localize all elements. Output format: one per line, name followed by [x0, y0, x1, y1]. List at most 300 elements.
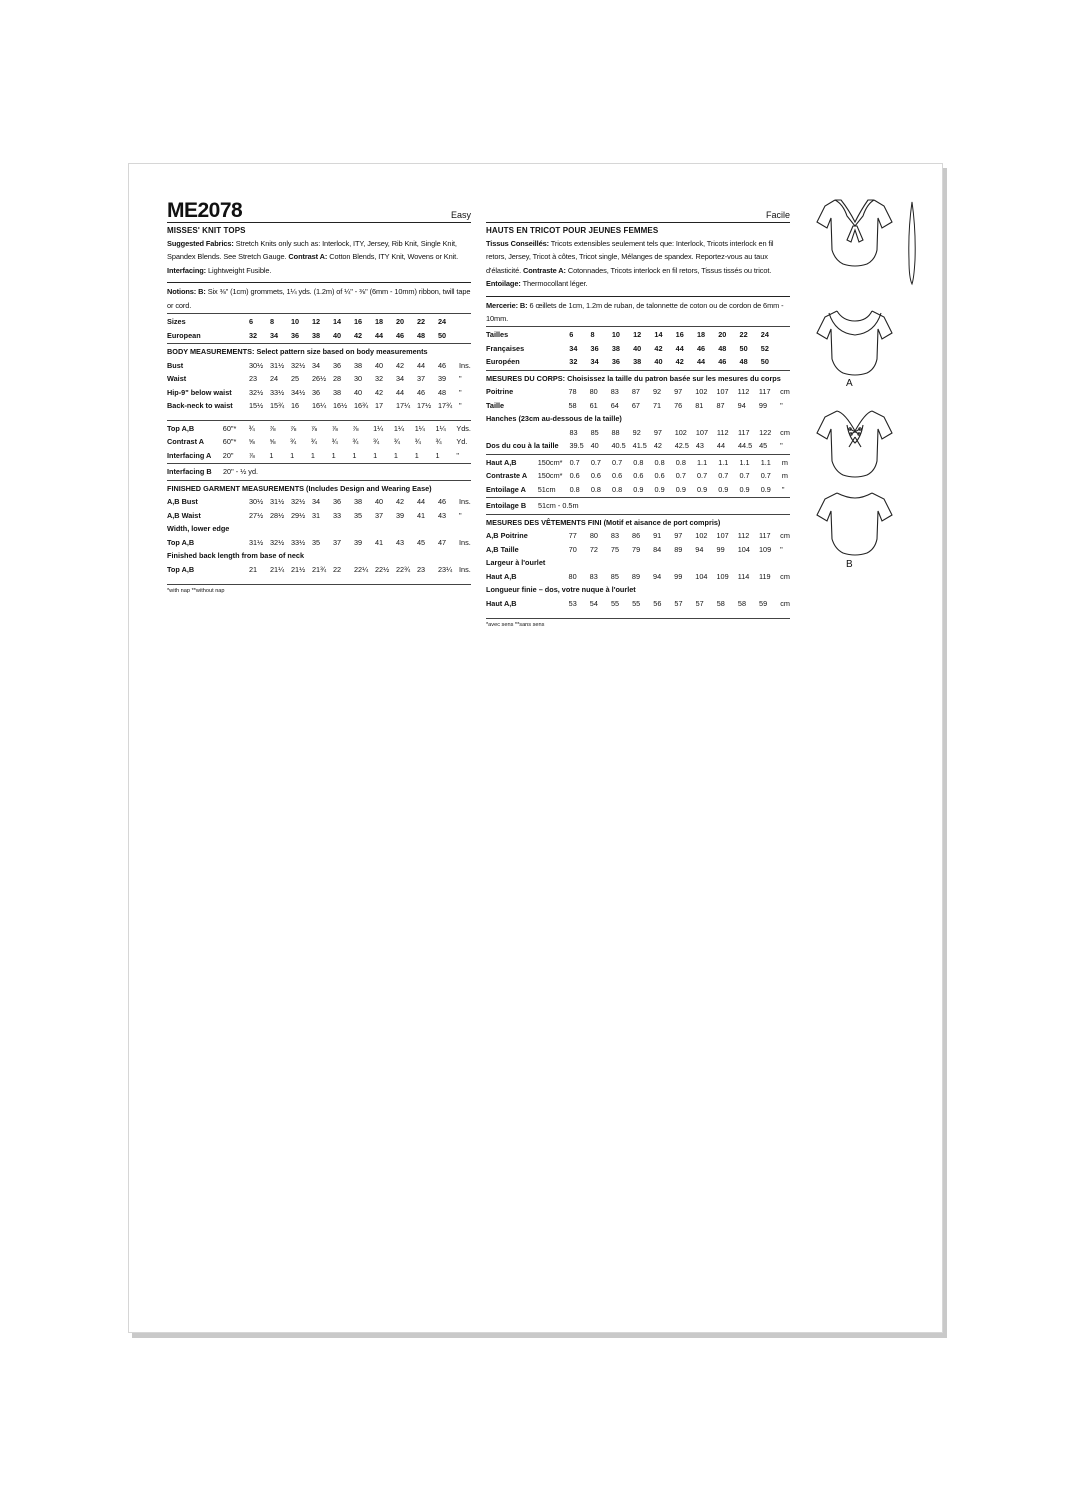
- body-measurements-table: [167, 359, 471, 413]
- table-row: [486, 426, 790, 440]
- table-cell: 94: [737, 400, 746, 410]
- table-cell: 21: [249, 564, 258, 574]
- table-cell: 24: [270, 374, 279, 384]
- table-cell: 92: [632, 427, 641, 437]
- table-cell: 34: [569, 343, 578, 353]
- table-cell: 71: [652, 400, 662, 410]
- table-cell: 12: [312, 317, 321, 327]
- english-column: [167, 200, 471, 594]
- table-cell: 21¾: [312, 564, 327, 574]
- table-cell: 30½: [249, 360, 264, 370]
- table-cell: 85: [610, 571, 619, 581]
- table-cell: 0.8: [675, 457, 686, 467]
- table-cell: 77: [568, 531, 577, 541]
- table-cell: 20: [718, 330, 727, 340]
- table-cell: ¾: [310, 437, 317, 447]
- table-cell: 79: [632, 544, 641, 554]
- table-cell: 1.1: [739, 457, 750, 467]
- row-label: Top A,B: [167, 564, 195, 574]
- table-cell: 46: [417, 387, 426, 397]
- difficulty-level-fr: Facile: [765, 210, 790, 220]
- table-cell: 48: [739, 357, 748, 367]
- width-table-fr: [486, 570, 790, 584]
- sash-tie-icon: [905, 200, 919, 291]
- footnote: *with nap **without nap: [167, 588, 225, 595]
- yardage-table: [167, 422, 471, 463]
- row-label: Dos du cou à la taille: [486, 441, 559, 451]
- table-cell: 109: [758, 544, 772, 554]
- table-cell: 112: [716, 427, 729, 437]
- table-cell: 86: [632, 531, 641, 541]
- table-cell: 16: [291, 401, 300, 411]
- row-label: Interfacing A: [167, 450, 212, 460]
- table-cell: 31½: [249, 537, 264, 547]
- european-row: [167, 329, 471, 343]
- table-cell: 38: [354, 497, 363, 507]
- table-cell: 38: [333, 387, 342, 397]
- row-label: Taille: [486, 400, 505, 410]
- table-cell: 34: [312, 360, 321, 370]
- row-label: Contrast A: [167, 437, 205, 447]
- finished-measurements-table: [167, 495, 471, 522]
- row-label: Haut A,B: [486, 598, 517, 608]
- table-cell: 1: [373, 450, 378, 460]
- table-cell: 0.9: [696, 484, 708, 494]
- table-cell: 38: [354, 360, 363, 370]
- table-cell: 40: [633, 343, 642, 353]
- table-cell: 10: [291, 317, 300, 327]
- table-cell: 20: [396, 317, 405, 327]
- table-cell: 0.6: [590, 471, 601, 481]
- table-cell: 104: [737, 544, 750, 554]
- table-cell: 23: [417, 564, 426, 574]
- table-cell: 50: [438, 330, 447, 340]
- unit-cell: cm: [780, 531, 790, 541]
- table-cell: 1: [310, 450, 315, 460]
- divider: [167, 584, 471, 585]
- table-cell: 0.6: [612, 471, 623, 481]
- table-cell: 67: [631, 400, 640, 410]
- unit-cell: ": [780, 400, 783, 410]
- footnote-fr: *avec sens **sans sens: [486, 622, 545, 629]
- table-cell: 31½: [270, 360, 285, 370]
- unit-cell: ": [459, 374, 462, 384]
- table-row: [486, 399, 790, 413]
- table-cell: ⅞: [269, 423, 276, 433]
- table-cell: 16¼: [312, 401, 327, 411]
- table-cell: 42: [396, 497, 405, 507]
- unit-cell: cm: [780, 598, 790, 608]
- table-cell: 91: [653, 531, 662, 541]
- table-cell: 117: [758, 387, 771, 397]
- table-cell: 83: [610, 387, 619, 397]
- table-cell: 0.7: [696, 471, 708, 481]
- table-cell: 55: [632, 598, 641, 608]
- width-table: [167, 536, 471, 550]
- table-cell: 48: [718, 343, 727, 353]
- table-cell: 70: [568, 544, 577, 554]
- table-cell: 46: [696, 343, 706, 353]
- table-cell: 40: [333, 330, 342, 340]
- table-cell: 37: [333, 537, 342, 547]
- table-cell: 107: [695, 427, 709, 437]
- sizes-row: [167, 315, 471, 329]
- row-label: Bust: [167, 360, 184, 370]
- finished-measurements-title: FINISHED GARMENT MEASUREMENTS (Includes Design and Wearing Ease): [167, 483, 432, 493]
- table-cell: 0.7: [675, 471, 686, 481]
- row-label: Haut A,B: [486, 571, 517, 581]
- fabrics-paragraph-fr: Tissus Conseillés: Tricots extensibles seulement tels que: Interlock, Tricots interlock en fil retors, Jersey, Tricot à côtes, Tricot single, Mélanges de spandex. Reportez-vous au taux d'élasticité. Contraste A: Cotonnades, Tricots interlock en fil retors, Tissus tissés ou tricot. Entoilage: Thermocollant léger.: [486, 239, 774, 289]
- table-cell: 0.8: [654, 457, 665, 467]
- table-row: [167, 509, 471, 523]
- table-row: [167, 359, 471, 373]
- table-cell: 1: [269, 450, 274, 460]
- table-cell: 15½: [249, 401, 264, 411]
- length-title-fr: Longueur finie – dos, votre nuque à l'ourlet: [486, 585, 636, 595]
- unit-cell: Ins.: [459, 537, 471, 547]
- table-cell: ¾: [373, 437, 380, 447]
- unit-cell: cm: [780, 427, 790, 437]
- divider: [167, 343, 471, 344]
- table-cell: 16¾: [354, 401, 369, 411]
- table-cell: 36: [291, 330, 300, 340]
- table-cell: 32½: [291, 497, 306, 507]
- table-row: [167, 422, 471, 436]
- table-cell: 35: [354, 510, 363, 520]
- view-b-label: B: [846, 559, 853, 570]
- table-cell: 0.7: [612, 457, 623, 467]
- unit-cell: Ins.: [459, 564, 471, 574]
- table-cell: 28: [333, 374, 342, 384]
- table-cell: ⅝: [269, 437, 276, 447]
- french-sizes-row: [486, 342, 790, 356]
- row-label: Hip-9" below waist: [167, 387, 232, 397]
- table-cell: 22: [417, 317, 426, 327]
- table-cell: 42.5: [674, 441, 689, 451]
- table-cell: 43: [438, 510, 447, 520]
- table-cell: 56: [653, 598, 662, 608]
- table-cell: 80: [568, 571, 577, 581]
- pattern-title-fr: HAUTS EN TRICOT POUR JEUNES FEMMES: [486, 226, 659, 235]
- table-cell: ⅝: [248, 437, 255, 447]
- table-cell: 122: [759, 427, 772, 437]
- table-cell: 34½: [291, 387, 306, 397]
- table-cell: 0.8: [569, 484, 580, 494]
- interfacing-b-row-fr: Entoilage B 51cm - 0.5m: [486, 501, 579, 511]
- length-table-fr: [486, 597, 790, 611]
- table-cell: 102: [674, 427, 687, 437]
- table-cell: 44.5: [737, 441, 753, 451]
- table-cell: 58: [568, 400, 577, 410]
- table-cell: 109: [716, 571, 729, 581]
- row-label: Françaises: [486, 343, 525, 353]
- table-cell: 30½: [249, 497, 264, 507]
- table-cell: 0.8: [612, 484, 623, 494]
- divider: [486, 454, 790, 455]
- row-label: Entoilage A: [486, 484, 526, 494]
- divider: [486, 370, 790, 371]
- table-cell: 43: [695, 441, 704, 451]
- table-cell: 28½: [270, 510, 285, 520]
- table-cell: 48: [417, 330, 426, 340]
- interfacing-b-row: Interfacing B 20" - ½ yd.: [167, 467, 259, 477]
- table-cell: 0.9: [633, 484, 644, 494]
- table-cell: 94: [653, 571, 662, 581]
- table-cell: ¾: [435, 437, 442, 447]
- divider: [167, 282, 471, 283]
- table-cell: 30: [354, 374, 363, 384]
- fabric-width: 60"*: [222, 423, 237, 433]
- table-cell: 54: [589, 598, 598, 608]
- table-cell: 81: [695, 400, 704, 410]
- table-cell: 35: [312, 537, 321, 547]
- unit-cell: ": [459, 510, 462, 520]
- table-cell: ¾: [290, 437, 297, 447]
- table-cell: 18: [696, 330, 706, 340]
- table-cell: 17: [375, 401, 384, 411]
- table-cell: 23¼: [438, 564, 453, 574]
- table-row: [167, 386, 471, 400]
- french-column: [486, 200, 790, 628]
- row-label: [486, 426, 569, 440]
- table-cell: ¾: [331, 437, 338, 447]
- lace-up-top-front-icon: [813, 407, 899, 486]
- table-cell: 1: [331, 450, 336, 460]
- unit-cell: m: [781, 471, 789, 481]
- table-cell: 38: [611, 343, 620, 353]
- table-cell: 85: [590, 427, 599, 437]
- pattern-sheet: [128, 163, 943, 1333]
- divider: [167, 463, 471, 464]
- table-cell: 29½: [291, 510, 306, 520]
- table-cell: 31: [312, 510, 321, 520]
- table-cell: 1¼: [393, 423, 405, 433]
- divider: [486, 497, 790, 498]
- fabric-width: 20": [222, 450, 234, 460]
- table-cell: 44: [396, 387, 405, 397]
- table-cell: ¾: [414, 437, 421, 447]
- view-a-label: A: [846, 378, 853, 389]
- table-cell: 107: [716, 387, 729, 397]
- table-cell: ⅞: [290, 423, 297, 433]
- notions-paragraph-fr: Mercerie: B: 6 œillets de 1cm, 1.2m de ruban, de talonnette de coton ou de cordon de 6mm - 10mm.: [486, 300, 784, 324]
- row-label: Haut A,B: [486, 457, 517, 467]
- row-label: Back-neck to waist: [167, 401, 233, 411]
- difficulty-level: Easy: [450, 210, 471, 220]
- table-cell: 44: [375, 330, 384, 340]
- table-row: [486, 543, 790, 557]
- table-row: [167, 449, 471, 463]
- divider: [486, 296, 790, 297]
- table-cell: 40.5: [611, 441, 626, 451]
- table-cell: 92: [652, 387, 662, 397]
- table-cell: 26½: [312, 374, 327, 384]
- table-cell: 27½: [249, 510, 264, 520]
- hips-title-fr: Hanches (23cm au-dessous de la taille): [486, 414, 622, 424]
- pattern-title: MISSES' KNIT TOPS: [167, 226, 246, 235]
- unit-cell: ": [459, 401, 462, 411]
- table-row: [486, 570, 790, 584]
- finished-measurements-table-fr: [486, 529, 790, 556]
- table-cell: ⅞: [331, 423, 338, 433]
- table-cell: [782, 342, 790, 356]
- table-cell: 114: [737, 571, 750, 581]
- table-cell: 1: [352, 450, 357, 460]
- table-cell: 12: [633, 330, 642, 340]
- table-cell: 42: [354, 330, 363, 340]
- table-cell: 34: [312, 497, 321, 507]
- table-cell: 97: [674, 531, 683, 541]
- table-cell: 16½: [333, 401, 348, 411]
- row-label: A,B Poitrine: [486, 531, 528, 541]
- table-cell: 97: [674, 387, 683, 397]
- table-cell: 40: [354, 387, 363, 397]
- table-cell: 119: [758, 571, 771, 581]
- table-cell: 112: [737, 531, 750, 541]
- english-header: [167, 200, 471, 223]
- body-measurements-title-fr: MESURES DU CORPS: Choisissez la taille du patron basée sur les mesures du corps: [486, 373, 781, 383]
- table-cell: 99: [758, 400, 768, 410]
- table-cell: 1: [414, 450, 419, 460]
- table-cell: 6: [569, 330, 574, 340]
- table-cell: 40: [375, 497, 384, 507]
- table-cell: 72: [589, 544, 598, 554]
- top-b-back-icon: [813, 489, 899, 564]
- table-cell: 0.7: [739, 471, 750, 481]
- table-cell: 32: [375, 374, 384, 384]
- table-cell: 17¼: [396, 401, 411, 411]
- table-cell: 32: [569, 357, 578, 367]
- table-row: [486, 439, 790, 453]
- hips-table-fr: [486, 426, 790, 453]
- table-cell: 24: [438, 317, 447, 327]
- width-lower-edge-title: Width, lower edge: [167, 524, 230, 534]
- table-cell: 99: [674, 571, 683, 581]
- table-cell: 36: [590, 343, 599, 353]
- table-cell: 0.7: [590, 457, 601, 467]
- table-cell: 40: [590, 441, 599, 451]
- table-cell: 1: [435, 450, 440, 460]
- table-cell: 40: [654, 357, 663, 367]
- table-cell: 45: [417, 537, 426, 547]
- table-cell: 80: [589, 387, 598, 397]
- table-cell: 107: [716, 531, 729, 541]
- table-cell: 34: [270, 330, 279, 340]
- table-cell: 83: [569, 427, 578, 437]
- unit-cell: ": [456, 450, 459, 460]
- table-cell: 50: [739, 343, 748, 353]
- table-cell: 46: [718, 357, 727, 367]
- table-cell: 39: [438, 374, 447, 384]
- row-label: European: [167, 330, 201, 340]
- notions-paragraph: Notions: B: Six ⅜" (1cm) grommets, 1¼ yds. (1.2m) of ¼" - ⅜" (6mm - 10mm) ribbon, twill tape or cord.: [167, 287, 471, 310]
- table-cell: 46: [396, 330, 405, 340]
- table-cell: 1.1: [760, 457, 771, 467]
- table-cell: 64: [610, 400, 619, 410]
- table-cell: ⅞: [248, 450, 255, 460]
- table-cell: 33: [333, 510, 342, 520]
- table-cell: 80: [589, 531, 598, 541]
- table-cell: 31½: [270, 497, 285, 507]
- table-cell: 52: [760, 343, 769, 353]
- table-row: [167, 435, 471, 449]
- table-cell: 42: [396, 360, 405, 370]
- table-cell: 47: [438, 537, 447, 547]
- table-cell: 89: [631, 571, 641, 581]
- table-cell: 41: [417, 510, 426, 520]
- table-cell: 22: [333, 564, 342, 574]
- table-row: [167, 563, 471, 577]
- table-row: [167, 536, 471, 550]
- table-cell: [459, 329, 471, 343]
- table-cell: 102: [695, 387, 708, 397]
- table-cell: 38: [312, 330, 321, 340]
- unit-cell: ": [780, 544, 783, 554]
- table-cell: 0.8: [633, 457, 644, 467]
- table-cell: 0.7: [718, 471, 729, 481]
- divider: [486, 326, 790, 327]
- french-header: [486, 200, 790, 223]
- table-cell: 94: [695, 544, 704, 554]
- table-cell: 36: [333, 497, 342, 507]
- fabric-width: 51cm: [537, 484, 556, 494]
- table-cell: 57: [674, 598, 683, 608]
- fabrics-paragraph: Suggested Fabrics: Stretch Knits only such as: Interlock, ITY, Jersey, Rib Knit, Single Knit, Spandex Blends. See Stretch Gauge. Contrast A: Cotton Blends, ITY Knit, Wovens or Knit. Interfacing: Lightweight Fusible.: [167, 239, 459, 275]
- table-cell: 32½: [291, 360, 306, 370]
- table-cell: 33½: [270, 387, 285, 397]
- table-cell: 41.5: [632, 441, 647, 451]
- table-cell: 34: [590, 357, 599, 367]
- table-row: [486, 469, 790, 483]
- table-cell: 22¾: [396, 564, 411, 574]
- table-cell: 102: [695, 531, 708, 541]
- table-cell: ⅞: [310, 423, 317, 433]
- table-cell: 117: [737, 427, 750, 437]
- table-cell: 34: [396, 374, 405, 384]
- tie-neck-top-front-icon: [813, 196, 899, 277]
- table-cell: 44: [417, 360, 426, 370]
- table-cell: 25: [291, 374, 300, 384]
- pattern-code: ME2078: [167, 199, 243, 222]
- table-cell: 42: [654, 343, 663, 353]
- table-cell: 1¼: [414, 423, 425, 433]
- table-cell: 38: [633, 357, 642, 367]
- table-cell: 0.6: [633, 471, 644, 481]
- table-cell: 33½: [291, 537, 306, 547]
- table-cell: 89: [674, 544, 683, 554]
- table-row: [167, 399, 471, 413]
- table-cell: 32½: [270, 537, 285, 547]
- table-row: [167, 495, 471, 509]
- row-label: A,B Bust: [167, 497, 198, 507]
- fabric-width: 60"*: [222, 437, 237, 447]
- table-cell: ¾: [248, 423, 255, 433]
- table-cell: 1¼: [435, 423, 446, 433]
- unit-cell: Ins.: [459, 360, 471, 370]
- table-cell: 22: [739, 330, 748, 340]
- row-label: Européen: [486, 357, 520, 367]
- table-cell: 18: [375, 317, 384, 327]
- unit-cell: Ins.: [459, 497, 471, 507]
- row-label: Sizes: [167, 317, 186, 327]
- table-cell: 24: [760, 330, 769, 340]
- table-cell: 0.9: [654, 484, 665, 494]
- table-cell: 36: [611, 357, 620, 367]
- european-row-fr: [486, 355, 790, 369]
- table-cell: 21¼: [270, 564, 285, 574]
- table-cell: 83: [589, 571, 598, 581]
- table-cell: 44: [716, 441, 726, 451]
